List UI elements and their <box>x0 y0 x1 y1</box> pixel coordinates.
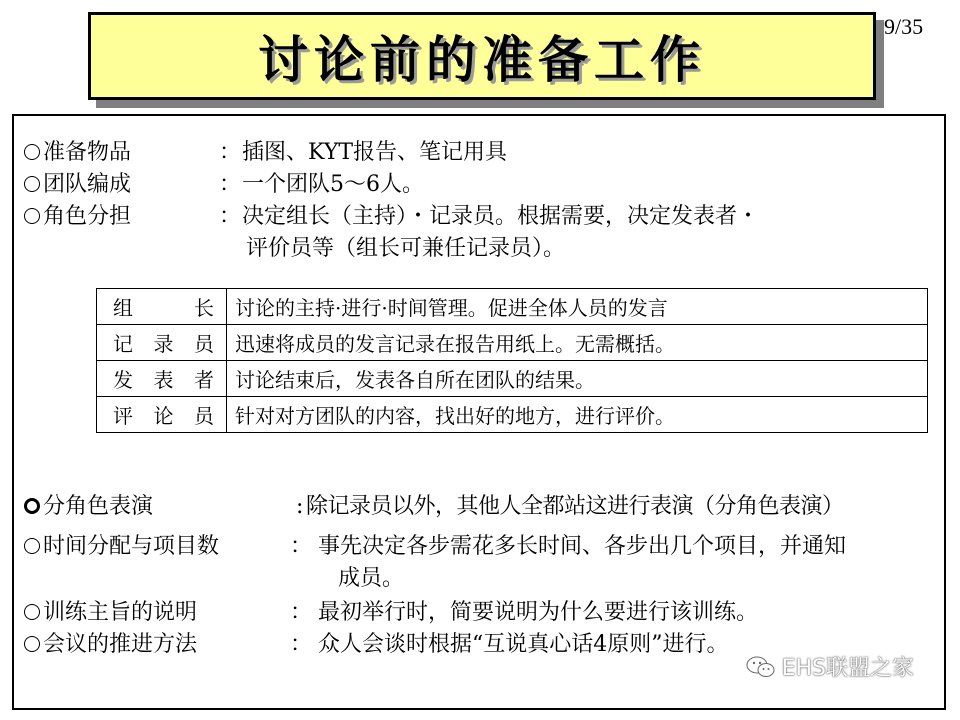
item-separator: ： <box>290 600 313 625</box>
item-text: 插图、KYT报告、笔记用具 <box>242 140 508 165</box>
role-cell: 记录员 <box>97 325 227 361</box>
role-cell: 组长 <box>97 289 227 325</box>
item-label: 分角色表演 <box>43 494 154 519</box>
page-number: 9/35 <box>884 14 924 39</box>
table-row <box>97 361 928 397</box>
watermark-text: EHS联盟之家 <box>781 656 914 681</box>
description-cell: 针对对方团队的内容，找出好的地方，进行评价。 <box>227 397 928 433</box>
item-text: 一个团队5～6人。 <box>242 172 424 197</box>
list-item <box>24 598 939 628</box>
description-cell: 讨论结束后，发表各自所在团队的结果。 <box>227 361 928 397</box>
item-text-continuation: 评价员等（组长可兼任记录员）。 <box>246 236 566 261</box>
list-item <box>24 202 924 266</box>
item-text: 事先决定各步需花多长时间、各步出几个项目，并通知 <box>318 534 847 559</box>
item-separator: ： <box>290 632 313 657</box>
item-separator: ： <box>219 140 242 165</box>
circle-bullet-icon <box>24 498 40 514</box>
list-item <box>24 138 924 168</box>
circle-bullet-icon <box>24 636 40 652</box>
role-cell: 评论员 <box>97 397 227 433</box>
item-text: 众人会谈时根据“互说真心话4原则”进行。 <box>318 632 729 657</box>
item-separator: ： <box>290 534 313 559</box>
list-item <box>24 532 939 596</box>
item-label: 角色分担 <box>43 204 132 229</box>
circle-bullet-icon <box>24 144 40 160</box>
circle-bullet-icon <box>24 604 40 620</box>
list-item <box>24 170 924 200</box>
circle-bullet-icon <box>24 208 40 224</box>
item-text: 除记录员以外，其他人全都站这进行表演（分角色表演） <box>306 494 844 519</box>
role-cell: 发表者 <box>97 361 227 397</box>
table-row <box>97 397 928 433</box>
item-separator: ： <box>219 204 242 229</box>
circle-bullet-icon <box>24 538 40 554</box>
page-title: 讨论前的准备工作 <box>258 31 706 89</box>
circle-bullet-icon <box>24 176 40 192</box>
description-cell: 迅速将成员的发言记录在报告用纸上。无需概括。 <box>227 325 928 361</box>
watermark <box>746 651 914 682</box>
wechat-icon <box>746 655 776 679</box>
item-label: 准备物品 <box>43 140 132 165</box>
roles-table <box>96 288 928 433</box>
item-text: 最初举行时，简要说明为什么要进行该训练。 <box>318 600 759 625</box>
table-row <box>97 289 928 325</box>
list-item <box>24 492 939 522</box>
item-label: 会议的推进方法 <box>43 632 198 657</box>
item-separator: : <box>296 494 304 519</box>
item-label: 训练主旨的说明 <box>43 600 198 625</box>
item-label: 团队编成 <box>43 172 132 197</box>
table-row <box>97 325 928 361</box>
description-cell: 讨论的主持·进行·时间管理。促进全体人员的发言 <box>227 289 928 325</box>
item-label: 时间分配与项目数 <box>43 534 220 559</box>
content-box <box>12 114 946 710</box>
item-text-continuation: 成员。 <box>338 566 405 591</box>
item-separator: ： <box>219 172 242 197</box>
item-text: 决定组长（主持）・记录员。根据需要，决定发表者・ <box>242 204 760 229</box>
title-banner <box>88 12 876 100</box>
